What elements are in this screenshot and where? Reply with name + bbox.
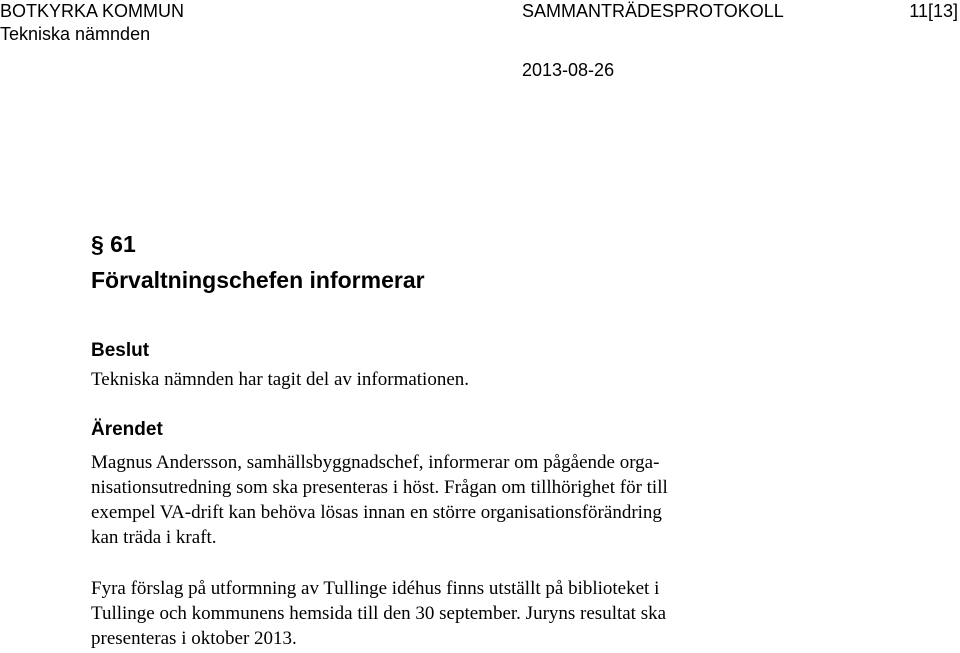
paragraph-line: kan träda i kraft. [91,527,217,548]
paragraph-line: exempel VA-drift kan behöva lösas innan en större organisationsförändring [91,502,662,523]
paragraph-line: Magnus Andersson, samhällsbyggnadschef, informerar om pågående orga- [91,452,660,473]
matter-heading: Ärendet [91,419,163,440]
section-number: § 61 [91,231,136,257]
paragraph-line: nisationsutredning som ska presenteras i höst. Frågan om tillhörighet för till [91,477,668,498]
organization-name: BOTKYRKA KOMMUN [0,1,185,21]
paragraph-line: Fyra förslag på utformning av Tullinge idéhus finns utställt på biblioteket i [91,578,660,599]
committee-name: Tekniska nämnden [0,24,151,44]
section-title: Förvaltningschefen informerar [91,267,425,293]
document-type: SAMMANTRÄDESPROTOKOLL [522,1,784,21]
paragraph-line: presenteras i oktober 2013. [91,628,297,649]
paragraph-line: Tullinge och kommunens hemsida till den 30 september. Juryns resultat ska [91,603,667,624]
page-number: 11[13] [909,1,958,21]
decision-text: Tekniska nämnden har tagit del av informationen. [91,369,470,390]
decision-heading: Beslut [91,340,150,361]
meeting-date: 2013-08-26 [522,60,615,80]
